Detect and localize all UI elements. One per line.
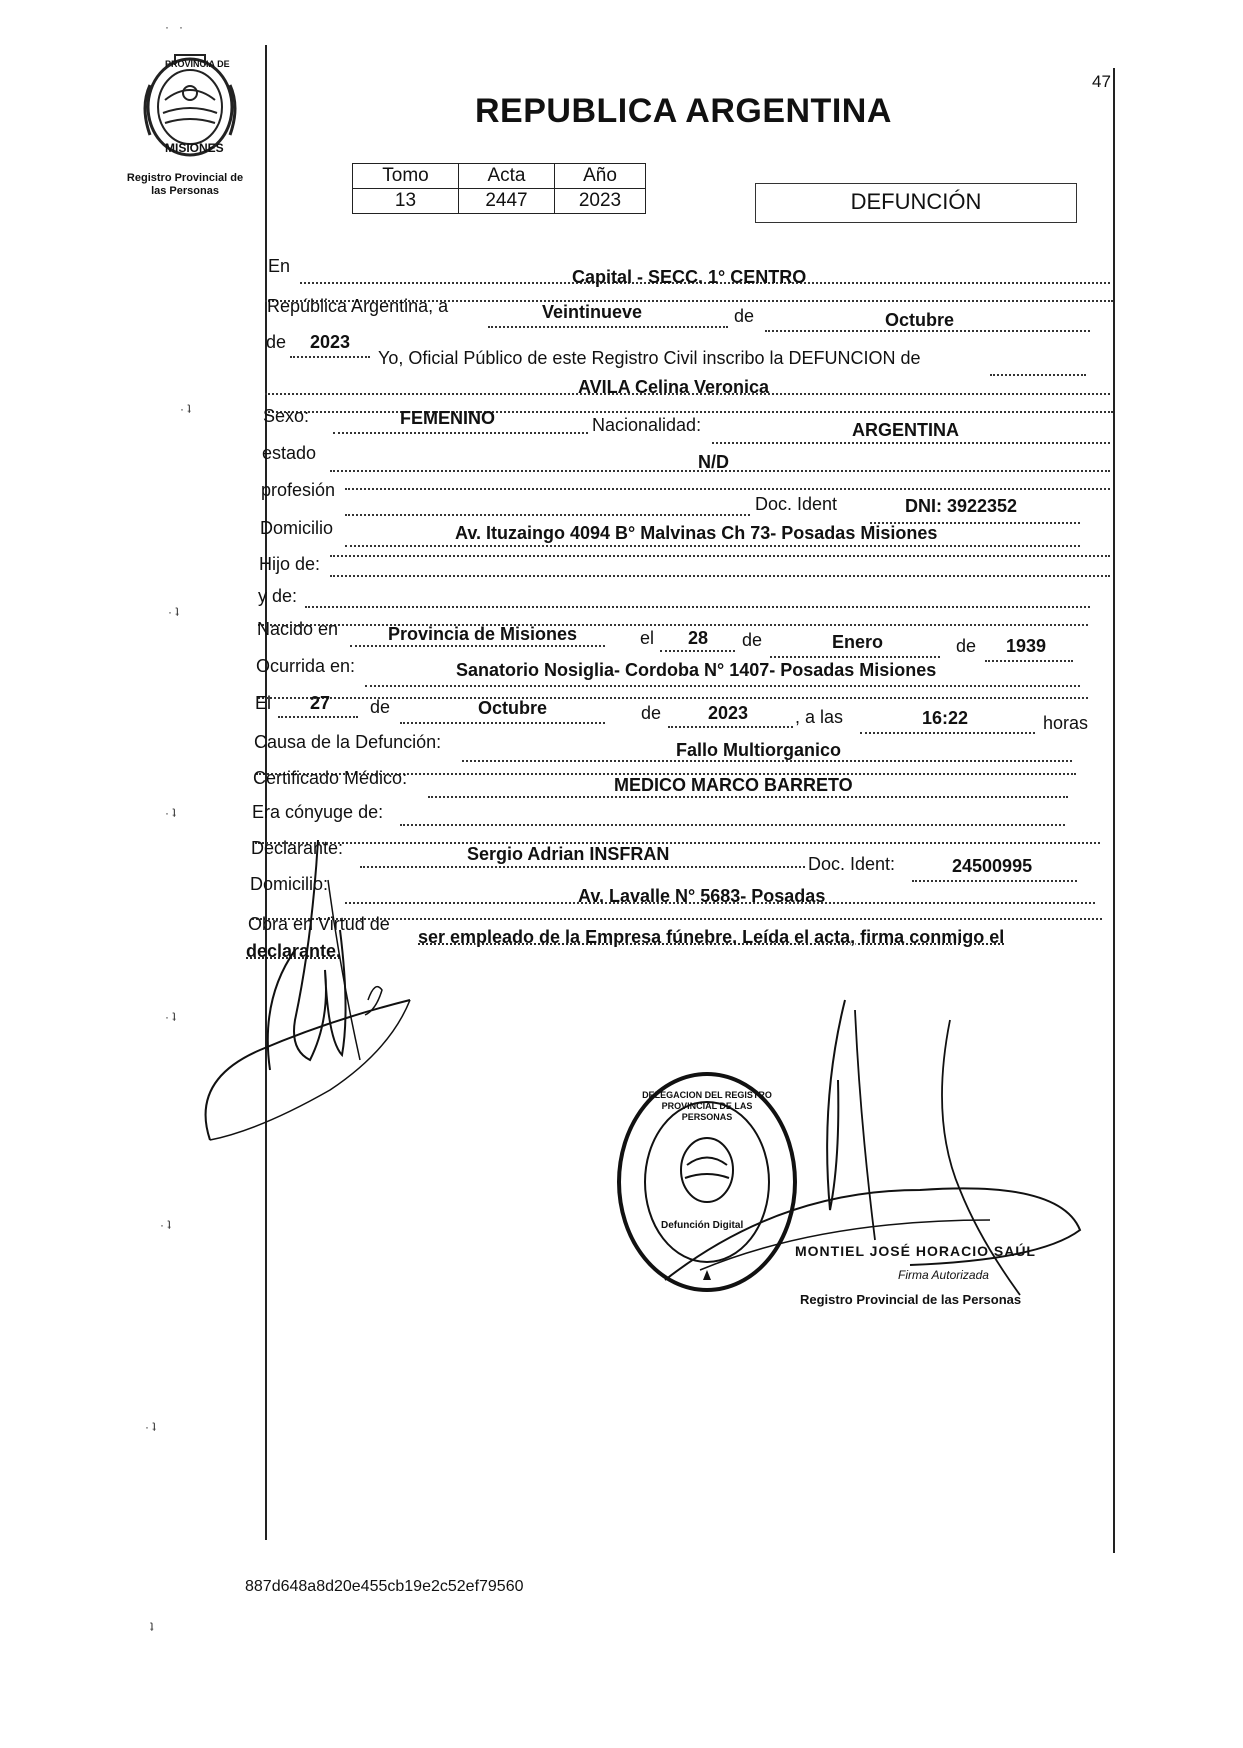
field-line bbox=[660, 650, 735, 652]
anio-header: Año bbox=[555, 164, 646, 189]
value-estado: N/D bbox=[698, 452, 729, 472]
right-margin-line bbox=[1113, 68, 1115, 1553]
field-line bbox=[860, 732, 1035, 734]
label-de-anio: de bbox=[266, 332, 287, 352]
label-ocurrida-en: Ocurrida en: bbox=[256, 656, 356, 676]
field-line bbox=[333, 432, 588, 434]
label-de-mes: de bbox=[734, 306, 755, 326]
value-anio: 2023 bbox=[310, 332, 351, 352]
field-line bbox=[258, 624, 1088, 626]
margin-mark: · ʇ bbox=[168, 605, 179, 619]
value-dia: Veintinueve bbox=[542, 302, 643, 322]
seal-top-text: PROVINCIA DE bbox=[165, 59, 230, 69]
label-de-nac-mes: de bbox=[742, 630, 763, 650]
value-def-anio: 2023 bbox=[708, 703, 749, 723]
field-line bbox=[770, 656, 940, 658]
field-line bbox=[265, 411, 1113, 413]
field-line bbox=[345, 514, 750, 516]
value-nacionalidad: ARGENTINA bbox=[852, 420, 959, 440]
value-nac-anio: 1939 bbox=[1006, 636, 1047, 656]
value-domicilio: Av. Ituzaingo 4094 B° Malvinas Ch 73- Posadas Misiones bbox=[455, 523, 938, 543]
label-certificado: Certificado Médico: bbox=[253, 768, 408, 788]
label-de-nac-anio: de bbox=[956, 636, 977, 656]
label-doc-ident-declarante: Doc. Ident: bbox=[808, 854, 896, 874]
value-nac-dia: 28 bbox=[688, 628, 709, 648]
value-certificado: MEDICO MARCO BARRETO bbox=[614, 775, 853, 795]
field-line bbox=[330, 575, 1110, 577]
field-line bbox=[668, 726, 793, 728]
label-el: el bbox=[640, 628, 655, 648]
value-declarante-doc: 24500995 bbox=[952, 856, 1033, 876]
field-line bbox=[278, 716, 358, 718]
page-number: 47 bbox=[1092, 72, 1111, 91]
stamp-ring-text: DELEGACION DEL REGISTRO PROVINCIAL DE LAS PERSONAS bbox=[642, 1090, 772, 1122]
label-republica: República Argentina, a bbox=[267, 296, 449, 316]
value-def-dia: 27 bbox=[310, 693, 331, 713]
label-domicilio-declarante: Domicilio: bbox=[250, 874, 329, 894]
value-obra-line-2: declarante. bbox=[246, 941, 342, 961]
record-value-row bbox=[353, 189, 646, 214]
field-line bbox=[488, 326, 728, 328]
field-line bbox=[330, 555, 1110, 557]
label-horas: horas bbox=[1043, 713, 1089, 733]
label-causa: Causa de la Defunción: bbox=[254, 732, 442, 752]
field-line bbox=[712, 442, 1110, 444]
margin-mark: ʇ bbox=[150, 1620, 154, 1634]
value-declarante-domicilio: Av. Lavalle N° 5683- Posadas bbox=[578, 886, 826, 906]
label-profesion: profesión bbox=[261, 480, 336, 500]
label-declarante: Declarante: bbox=[251, 838, 344, 858]
field-line bbox=[400, 722, 605, 724]
label-nacionalidad: Nacionalidad: bbox=[592, 415, 702, 435]
label-a-las: , a las bbox=[795, 707, 844, 727]
registry-name bbox=[105, 172, 265, 198]
stamp-inner-text: Defunción Digital bbox=[661, 1220, 744, 1231]
value-declarante: Sergio Adrian INSFRAN bbox=[467, 844, 670, 864]
acta-header: Acta bbox=[459, 164, 555, 189]
tomo-value: 13 bbox=[353, 189, 459, 214]
official-role: Firma Autorizada bbox=[898, 1268, 989, 1282]
left-margin-line bbox=[265, 45, 267, 1540]
value-hora: 16:22 bbox=[922, 708, 969, 728]
label-obra: Obra en Virtud de bbox=[248, 914, 390, 934]
field-line bbox=[345, 545, 1080, 547]
field-line bbox=[305, 606, 1090, 608]
anio-value: 2023 bbox=[555, 189, 646, 214]
field-line bbox=[990, 374, 1086, 376]
field-line bbox=[912, 880, 1077, 882]
margin-mark: · ʇ bbox=[180, 402, 191, 416]
field-line bbox=[345, 488, 1110, 490]
official-org: Registro Provincial de las Personas bbox=[800, 1292, 1022, 1307]
margin-mark: · ʇ bbox=[165, 806, 176, 820]
declarant-signature bbox=[200, 820, 440, 1150]
label-hijo-de: Hijo de: bbox=[259, 554, 321, 574]
value-causa: Fallo Multiorganico bbox=[676, 740, 841, 760]
value-obra-line-1: ser empleado de la Empresa fúnebre. Leída el acta, firma conmigo el bbox=[418, 927, 1005, 947]
label-el-def: El bbox=[255, 693, 272, 713]
page-title: REPUBLICA ARGENTINA bbox=[475, 92, 892, 130]
field-line bbox=[350, 645, 605, 647]
value-doc: DNI: 3922352 bbox=[905, 496, 1018, 516]
field-line bbox=[290, 356, 370, 358]
field-line bbox=[985, 660, 1073, 662]
margin-mark: · ʇ bbox=[160, 1218, 171, 1232]
label-y-de: y de: bbox=[258, 586, 298, 606]
provincial-seal bbox=[135, 45, 245, 165]
record-header-row bbox=[353, 164, 646, 189]
label-doc-ident: Doc. Ident bbox=[755, 494, 838, 514]
value-nac-mes: Enero bbox=[832, 632, 884, 652]
field-line bbox=[365, 685, 1080, 687]
field-line bbox=[428, 796, 1068, 798]
value-mes: Octubre bbox=[885, 310, 955, 330]
label-de-def-mes: de bbox=[370, 697, 391, 717]
field-line bbox=[400, 824, 1065, 826]
value-lugar: Capital - SECC. 1° CENTRO bbox=[572, 267, 807, 287]
label-de-def-anio: de bbox=[641, 703, 662, 723]
document-type-box: DEFUNCIÓN bbox=[755, 183, 1077, 223]
value-ocurrida-en: Sanatorio Nosiglia- Cordoba N° 1407- Posadas Misiones bbox=[456, 660, 937, 680]
registry-line-2: las Personas bbox=[151, 185, 219, 197]
label-sexo: Sexo: bbox=[263, 406, 310, 426]
value-nombre: AVILA Celina Veronica bbox=[578, 377, 770, 397]
seal-bottom-text: MISIONES bbox=[165, 141, 224, 155]
official-name: MONTIEL JOSÉ HORACIO SAÚL bbox=[795, 1243, 1036, 1259]
value-def-mes: Octubre bbox=[478, 698, 548, 718]
value-nacido-en: Provincia de Misiones bbox=[388, 624, 578, 644]
label-yo: Yo, Oficial Público de este Registro Civil inscribo la DEFUNCION de bbox=[378, 348, 921, 368]
label-domicilio: Domicilio bbox=[260, 518, 334, 538]
label-estado: estado bbox=[262, 443, 317, 463]
label-nacido-en: Nacido en bbox=[257, 619, 339, 639]
acta-value: 2447 bbox=[459, 189, 555, 214]
document-hash: 887d648a8d20e455cb19e2c52ef79560 bbox=[245, 1578, 524, 1595]
margin-mark: · ʇ bbox=[145, 1420, 156, 1434]
registry-line-1: Registro Provincial de bbox=[126, 172, 244, 184]
margin-mark: · ʇ bbox=[165, 1010, 176, 1024]
margin-mark: · · bbox=[165, 20, 183, 34]
label-conyuge: Era cónyuge de: bbox=[252, 802, 384, 822]
value-sexo: FEMENINO bbox=[400, 408, 496, 428]
record-table bbox=[352, 163, 646, 214]
tomo-header: Tomo bbox=[353, 164, 459, 189]
label-en: En bbox=[268, 256, 291, 276]
